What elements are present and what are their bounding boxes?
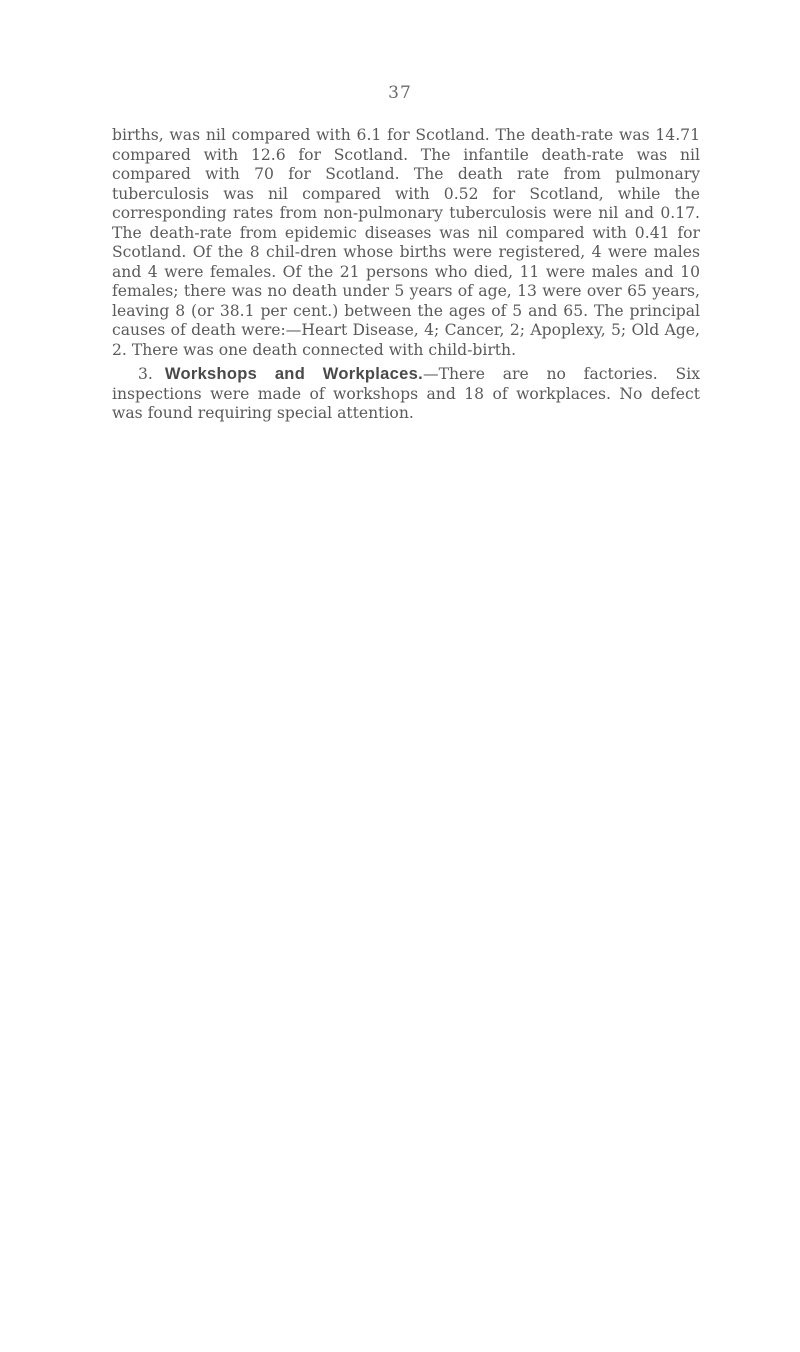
section-heading: Workshops and Workplaces. [164, 365, 423, 383]
section-number: 3. [138, 365, 153, 383]
section-text: —There are no factories. Six inspections were made of workshops and 18 of workplaces. No defect was found requiring special attention. [112, 365, 700, 422]
document-body [112, 126, 700, 424]
paragraph-vital-statistics: births, was nil compared with 6.1 for Scotland. The death-rate was 14.71 compared with 12.6 for Scotland. The infantile death-rate was nil compared with 70 for Scotland. The death rate from pulmonary tuberculosis was nil compared with 0.52 for Scotland, while the corresponding rates from non-pulmonary tuberculosis were nil and 0.17. The death-rate from epidemic diseases was nil compared with 0.41 for Scotland. Of the 8 chil-dren whose births were registered, 4 were males and 4 were females. Of the 21 persons who died, 11 were males and 10 females; there was no death under 5 years of age, 13 were over 65 years, leaving 8 (or 38.1 per cent.) between the ages of 5 and 65. The principal causes of death were:—Heart Disease, 4; Cancer, 2; Apoplexy, 5; Old Age, 2. There was one death connected with child-birth. [112, 126, 700, 359]
page-number: 37 [388, 83, 412, 103]
paragraph-workshops [112, 365, 700, 424]
